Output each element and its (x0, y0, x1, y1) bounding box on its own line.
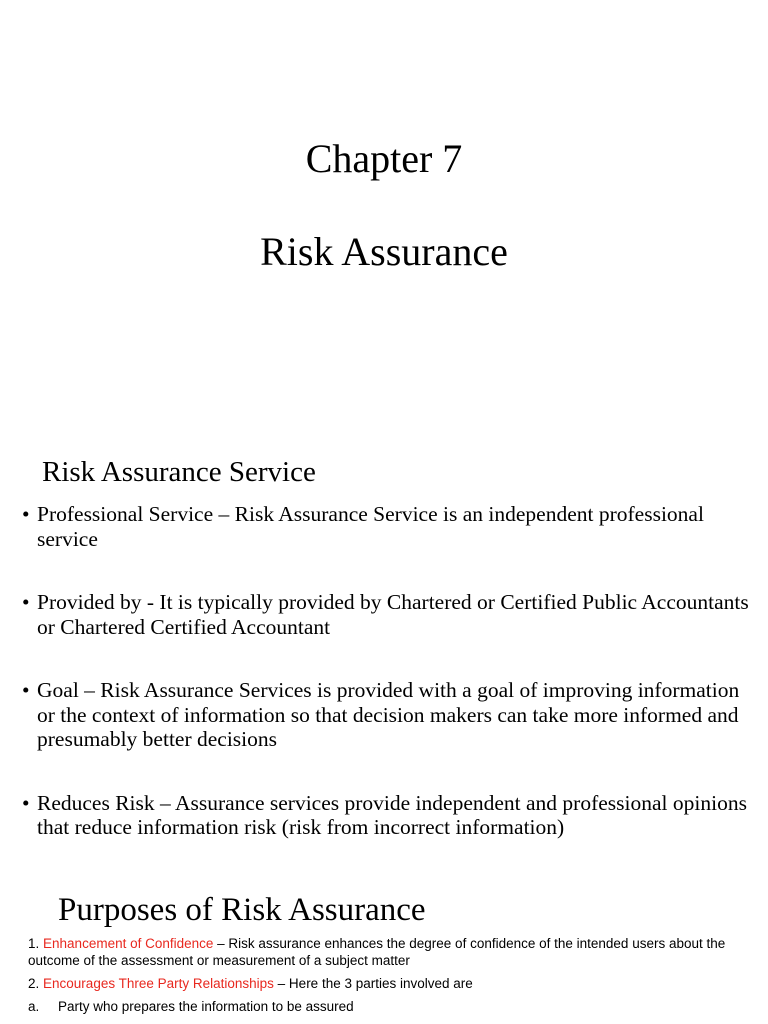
sub-item-text: Party who prepares the information to be assured (58, 999, 354, 1014)
subject-title: Risk Assurance (260, 229, 508, 274)
highlight-term: Enhancement of Confidence (43, 936, 214, 951)
section-heading: Risk Assurance Service (42, 456, 316, 488)
item-number: 1. (28, 936, 40, 951)
highlight-term: Encourages Three Party Relationships (43, 976, 274, 991)
bullet-list (22, 502, 752, 879)
purpose-item (28, 975, 748, 992)
bullet-item: • Goal – Risk Assurance Services is provided with a goal of improving information or the context of information so that decision makers can take more informed and presumably better decisions (22, 678, 752, 752)
item-text: – Risk assurance enhances the degree of confidence of the intended users about the outcome of the assessment or measurement of a subject matter (28, 936, 726, 968)
item-text: – Here the 3 parties involved are (273, 976, 473, 991)
sub-item-marker: a. (28, 999, 40, 1014)
bullet-item: • Reduces Risk – Assurance services provide independent and professional opinions that reduce information risk (risk from incorrect information) (22, 791, 752, 840)
purposes-list (28, 935, 748, 1015)
item-number: 2. (28, 976, 40, 991)
bullet-item: • Provided by - It is typically provided by Chartered or Certified Public Accountants or Chartered Certified Accountant (22, 590, 752, 639)
chapter-title: Chapter 7 (305, 136, 463, 181)
bullet-item: • Professional Service – Risk Assurance Service is an independent professional service (22, 502, 752, 551)
sub-item (28, 998, 748, 1015)
purpose-item (28, 935, 748, 969)
purposes-heading: Purposes of Risk Assurance (58, 892, 426, 928)
